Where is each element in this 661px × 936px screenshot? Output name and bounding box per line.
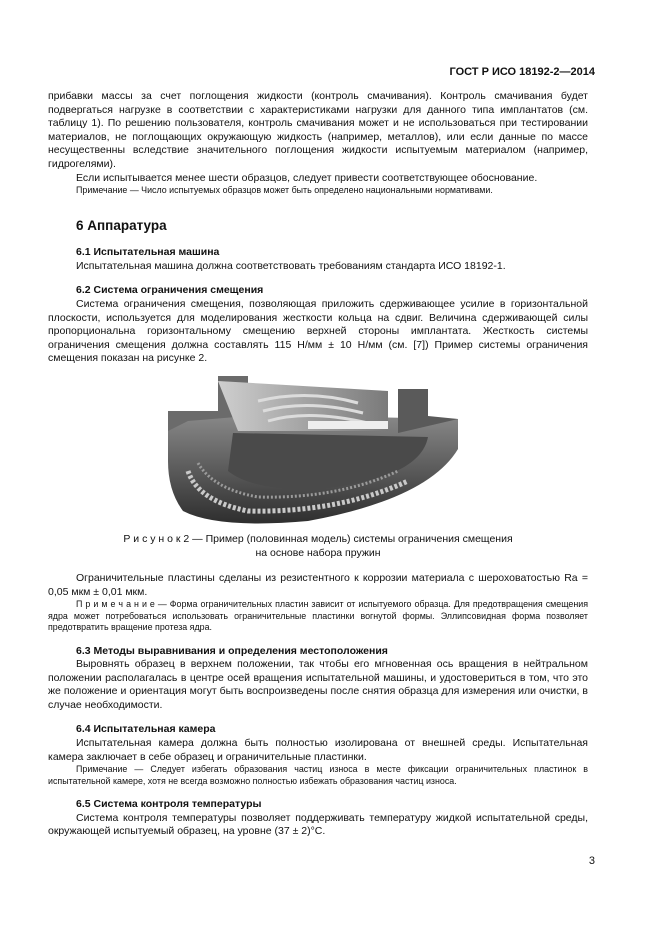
note-text: — Число испытуемых образцов может быть определено национальными нормативами. <box>127 185 493 196</box>
figure-caption-line2: на основе набора пружин <box>255 546 381 559</box>
note-label: П р и м е ч а н и е <box>76 599 155 610</box>
note-text: — Форма ограничительных пластин зависит от испытуемого образца. Для предотвращения смещения ядра может потребоваться использовать ограничительные пластинки вогнутой формы. Эллипсовидная форма позволяет предотвратить вращение протеза ядра. <box>48 599 588 633</box>
section-6-2-text: Система ограничения смещения, позволяющая приложить сдерживающее усилие в горизонтальной плоскости, используется для моделирования жесткости кольца на сдвиг. Величина сдерживающей силы пропорциональна горизонтальному смещению верхней стороны имплантата. Жесткость системы ограничения смещения должна составлять 115 Н/мм ± 10 Н/мм (см. [7]) Пример системы ограничения смещения показан на рисунке 2. <box>48 297 588 365</box>
intro-paragraph-samples: Если испытывается менее шести образцов, следует привести соответствующее обоснование. <box>76 171 538 184</box>
section-6-5-title: 6.5 Система контроля температуры <box>76 798 262 811</box>
note-samples <box>48 185 588 196</box>
document-code: ГОСТ Р ИСО 18192-2—2014 <box>449 66 595 78</box>
section-6-1-title: 6.1 Испытательная машина <box>76 246 220 259</box>
section-6-4-text: Испытательная камера должна быть полностью изолирована от внешней среды. Испытательная камера заключает в себе образец и ограничительные пластинки. <box>48 737 588 763</box>
section-6-4-title: 6.4 Испытательная камера <box>76 723 216 736</box>
page-content <box>48 90 588 839</box>
figure-2-image <box>48 371 588 529</box>
section-6-title: 6 Аппаратура <box>76 217 167 233</box>
figure-caption-line1: — Пример (половинная модель) системы ограничения смещения <box>189 532 513 545</box>
section-6-2-title: 6.2 Система ограничения смещения <box>76 284 264 297</box>
figure-2-caption <box>48 533 588 560</box>
note-label: Примечание <box>76 185 128 196</box>
section-6-3-title: 6.3 Методы выравнивания и определения местоположения <box>76 644 388 657</box>
spring-restraint-model-illustration <box>158 371 458 529</box>
section-6-3-text: Выровнять образец в верхнем положении, так чтобы его мгновенная ось вращения в нейтральном положении располагалась в центре осей вращения испытательной машины, и удостовериться в том, что это же положение и ориентация могут быть воспроизведены после снятия образца для измерения или очистки, в случае необходимости. <box>48 658 588 711</box>
note-label: Примечание <box>76 764 128 775</box>
figure-label: Р и с у н о к 2 <box>123 532 190 545</box>
intro-paragraph: прибавки массы за счет поглощения жидкости (контроль смачивания). Контроль смачивания будет подвергаться нагрузке в соответствии с характеристиками нагрузки для данного типа имплантатов (см. таблицу 1). По решению пользователя, контроль смачивания может и не использоваться при тестировании материалов, не поглощающих окружающую жидкость (например, металлов), или если данные по массе несущественны вследствие значительного поглощения жидкости испытуемым материалом (например, гидрогелями). <box>48 90 588 170</box>
note-plates <box>48 599 588 633</box>
section-6-5-text: Система контроля температуры позволяет поддерживать температуру жидкой испытательной среды, окружающей испытуемый образец, на уровне (37 ± 2)°С. <box>48 811 588 838</box>
note-chamber <box>48 764 588 787</box>
note-text: — Следует избегать образования частиц износа в месте фиксации ограничительных пластинок в испытательной камере, хотя не всегда возможно полностью избежать образования частиц износа. <box>48 764 588 786</box>
section-6-1-text: Испытательная машина должна соответствовать требованиям стандарта ИСО 18192-1. <box>76 259 506 272</box>
page-number: 3 <box>588 855 595 867</box>
plates-text: Ограничительные пластины сделаны из резистентного к коррозии материала с шероховатостью Ra = 0,05 мкм ± 0,01 мкм. <box>48 572 588 598</box>
